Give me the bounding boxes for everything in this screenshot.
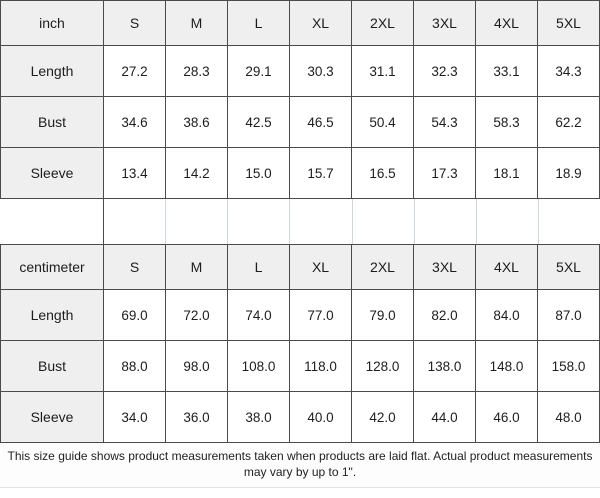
table-row [1,148,600,199]
measurement-cell: 62.2 [538,97,600,148]
row-label-bust: Bust [1,97,104,148]
table-row [1,392,600,443]
measurement-cell: 33.1 [476,46,538,97]
measurement-cell: 32.3 [414,46,476,97]
measurement-cell: 74.0 [228,290,290,341]
table-gap-row [0,199,600,244]
measurement-cell: 148.0 [476,341,538,392]
table-row [1,46,600,97]
measurement-cell: 87.0 [538,290,600,341]
measurement-cell: 18.1 [476,148,538,199]
size-table-inch [0,0,600,199]
measurement-cell: 13.4 [104,148,166,199]
size-column-header: M [166,1,228,46]
measurement-cell: 54.3 [414,97,476,148]
measurement-cell: 17.3 [414,148,476,199]
measurement-cell: 138.0 [414,341,476,392]
measurement-cell: 46.5 [290,97,352,148]
disclaimer-text: This size guide shows product measurements taken when products are laid flat. Actual product measurements may vary by up to 1". [7,449,593,479]
table-row [1,341,600,392]
measurement-cell: 36.0 [166,392,228,443]
size-column-header: L [228,245,290,290]
size-column-header: XL [290,1,352,46]
measurement-cell: 88.0 [104,341,166,392]
measurement-cell: 128.0 [352,341,414,392]
gap-cell [353,199,415,244]
measurement-cell: 98.0 [166,341,228,392]
measurement-cell: 38.6 [166,97,228,148]
measurement-cell: 50.4 [352,97,414,148]
measurement-cell: 58.3 [476,97,538,148]
size-column-header: M [166,245,228,290]
gap-cell [415,199,477,244]
measurement-cell: 29.1 [228,46,290,97]
measurement-cell: 118.0 [290,341,352,392]
row-label-sleeve: Sleeve [1,148,104,199]
gap-cell [290,199,352,244]
measurement-cell: 15.7 [290,148,352,199]
measurement-cell: 34.0 [104,392,166,443]
row-label-sleeve: Sleeve [1,392,104,443]
measurement-cell: 108.0 [228,341,290,392]
measurement-cell: 38.0 [228,392,290,443]
measurement-cell: 77.0 [290,290,352,341]
measurement-cell: 15.0 [228,148,290,199]
size-column-header: 4XL [476,1,538,46]
measurement-cell: 84.0 [476,290,538,341]
measurement-cell: 34.3 [538,46,600,97]
table-row [1,290,600,341]
measurement-cell: 40.0 [290,392,352,443]
row-label-bust: Bust [1,341,104,392]
size-column-header: 5XL [538,245,600,290]
gap-cell [228,199,290,244]
measurement-cell: 27.2 [104,46,166,97]
measurement-cell: 158.0 [538,341,600,392]
measurement-cell: 34.6 [104,97,166,148]
row-label-length: Length [1,46,104,97]
measurement-cell: 14.2 [166,148,228,199]
table-header-row [1,1,600,46]
size-column-header: S [104,245,166,290]
gap-cell [539,199,600,244]
size-column-header: S [104,1,166,46]
size-column-header: 2XL [352,1,414,46]
size-column-header: XL [290,245,352,290]
size-column-header: 3XL [414,245,476,290]
measurement-cell: 44.0 [414,392,476,443]
measurement-cell: 82.0 [414,290,476,341]
size-column-header: 3XL [414,1,476,46]
table-row [1,97,600,148]
measurement-cell: 69.0 [104,290,166,341]
table-header-row [1,245,600,290]
size-guide-disclaimer [0,443,600,488]
size-column-header: 5XL [538,1,600,46]
gap-cell [166,199,228,244]
measurement-cell: 72.0 [166,290,228,341]
measurement-cell: 42.0 [352,392,414,443]
size-column-header: 2XL [352,245,414,290]
gap-cell [104,199,166,244]
measurement-cell: 48.0 [538,392,600,443]
gap-cell [0,199,104,244]
row-label-length: Length [1,290,104,341]
measurement-cell: 42.5 [228,97,290,148]
unit-header-inch: inch [1,1,104,46]
unit-header-centimeter: centimeter [1,245,104,290]
size-column-header: L [228,1,290,46]
measurement-cell: 30.3 [290,46,352,97]
size-column-header: 4XL [476,245,538,290]
measurement-cell: 31.1 [352,46,414,97]
measurement-cell: 28.3 [166,46,228,97]
measurement-cell: 18.9 [538,148,600,199]
gap-cell [477,199,539,244]
measurement-cell: 79.0 [352,290,414,341]
measurement-cell: 46.0 [476,392,538,443]
size-table-centimeter [0,244,600,443]
measurement-cell: 16.5 [352,148,414,199]
